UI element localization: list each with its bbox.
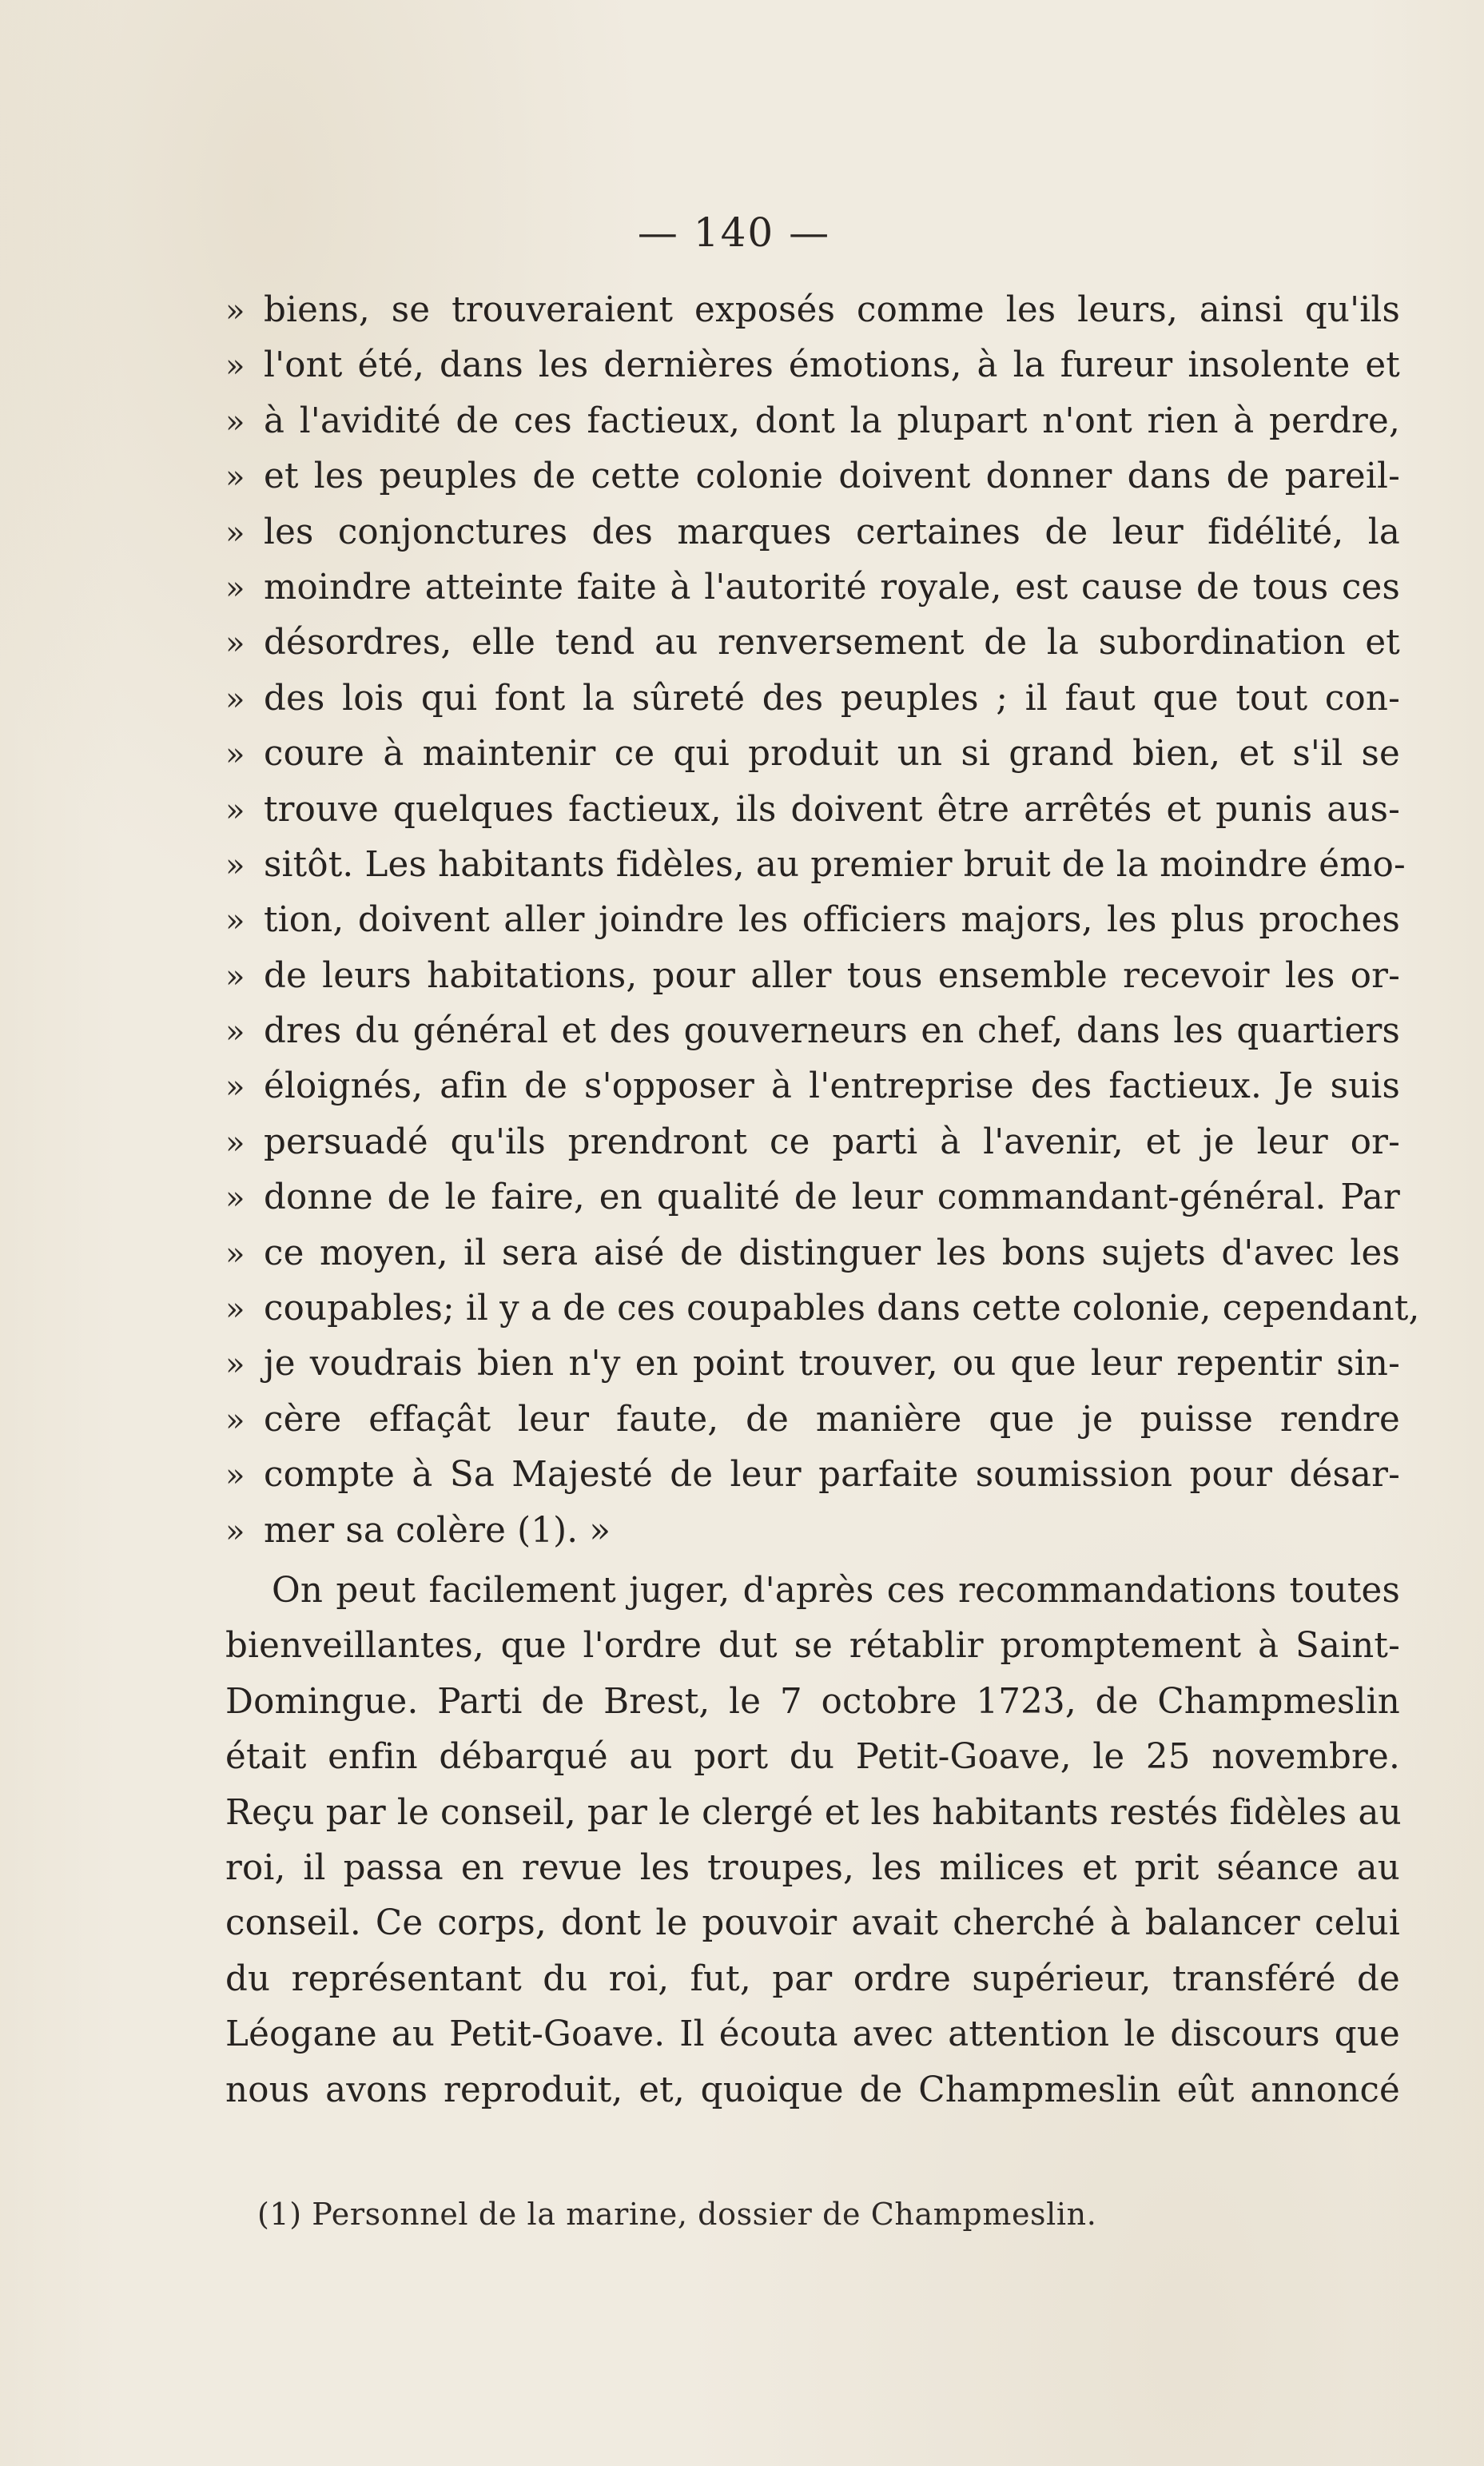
quote-line xyxy=(225,727,1400,782)
footnote: (1) Personnel de la marine, dossier de Champmeslin. xyxy=(257,2197,1097,2232)
quote-line-text: éloignés, afin de s'opposer à l'entreprise des factieux. Je suis xyxy=(264,1066,1400,1107)
quote-line-text: l'ont été, dans les dernières émotions, à la fureur insolente et xyxy=(264,345,1400,386)
quote-mark: » xyxy=(225,1235,245,1273)
quote-line xyxy=(225,1504,1400,1559)
quote-mark: » xyxy=(225,791,245,829)
quote-line-text: et les peuples de cette colonie doivent donner dans de pareil- xyxy=(264,456,1400,497)
quote-mark: » xyxy=(225,569,245,607)
quote-mark: » xyxy=(225,348,245,385)
quote-line xyxy=(225,1170,1400,1225)
quote-line-text: moindre atteinte faite à l'autorité royale, est cause de tous ces xyxy=(264,567,1400,608)
quote-mark: » xyxy=(225,1180,245,1217)
quote-mark: » xyxy=(225,1401,245,1439)
quote-line xyxy=(225,560,1400,616)
quote-mark: » xyxy=(225,736,245,774)
quote-mark: » xyxy=(225,847,245,884)
quote-mark: » xyxy=(225,1069,245,1106)
quote-mark: » xyxy=(225,514,245,552)
body-line: nous avons reproduit, et, quoique de Champmeslin eût annoncé xyxy=(225,2070,1400,2110)
quote-line xyxy=(225,1281,1420,1337)
quote-line xyxy=(225,338,1400,393)
quote-line-text: désordres, elle tend au renversement de la subordination et xyxy=(264,623,1400,663)
quote-line xyxy=(225,449,1400,504)
body-line: était enfin débarqué au port du Petit-Goave, le 25 novembre. xyxy=(225,1737,1400,1778)
quote-line-text: tion, doivent aller joindre les officiers majors, les plus proches xyxy=(264,900,1400,941)
quote-line-text: persuadé qu'ils prendront ce parti à l'avenir, et je leur or- xyxy=(264,1121,1400,1162)
quote-line-text: mer sa colère (1). » xyxy=(264,1510,611,1551)
body-line: roi, il passa en revue les troupes, les milices et prit séance au xyxy=(225,1847,1400,1888)
quote-mark: » xyxy=(225,625,245,663)
quote-line xyxy=(225,1392,1400,1448)
body-line: On peut facilement juger, d'après ces recommandations toutes xyxy=(272,1571,1400,1611)
page-number: — 140 — xyxy=(637,209,831,256)
body-line: Domingue. Parti de Brest, le 7 octobre 1723, de Champmeslin xyxy=(225,1681,1400,1722)
body-line: Reçu par le conseil, par le clergé et les habitants restés fidèles au xyxy=(225,1792,1402,1833)
quote-mark: » xyxy=(225,958,245,995)
quote-mark: » xyxy=(225,1346,245,1384)
body-line: du représentant du roi, fut, par ordre supérieur, transféré de xyxy=(225,1958,1400,1999)
quote-line xyxy=(225,505,1400,560)
quote-mark: » xyxy=(225,1014,245,1051)
quote-line-text: dres du général et des gouverneurs en chef, dans les quartiers xyxy=(264,1011,1400,1052)
quote-line xyxy=(225,893,1400,948)
quote-line xyxy=(225,949,1400,1004)
quote-line xyxy=(225,1115,1400,1170)
quote-mark: » xyxy=(225,1457,245,1495)
body-line: Léogane au Petit-Goave. Il écouta avec attention le discours que xyxy=(225,2014,1400,2055)
quote-line-text: cère effaçât leur faute, de manière que je puisse rendre xyxy=(264,1399,1400,1440)
quote-line-text: coure à maintenir ce qui produit un si grand bien, et s'il se xyxy=(264,734,1400,775)
quote-line-text: de leurs habitations, pour aller tous ensemble recevoir les or- xyxy=(264,955,1400,996)
quote-line xyxy=(225,1448,1400,1503)
quote-line xyxy=(225,1337,1400,1392)
quote-mark: » xyxy=(225,1124,245,1161)
quote-mark: » xyxy=(225,403,245,440)
body-paragraph xyxy=(225,1564,1400,2118)
quote-line xyxy=(225,1226,1400,1281)
quote-line-text: ce moyen, il sera aisé de distinguer les bons sujets d'avec les xyxy=(264,1233,1400,1273)
quote-line xyxy=(225,1004,1400,1059)
body-line: bienveillantes, que l'ordre dut se rétablir promptement à Saint- xyxy=(225,1626,1400,1667)
quotation-block xyxy=(225,283,1420,1559)
quote-line-text: biens, se trouveraient exposés comme les leurs, ainsi qu'ils xyxy=(264,290,1400,330)
quote-line-text: compte à Sa Majesté de leur parfaite soumission pour désar- xyxy=(264,1455,1400,1496)
quote-line-text: donne de le faire, en qualité de leur commandant-général. Par xyxy=(264,1177,1400,1218)
quote-mark: » xyxy=(225,902,245,940)
quote-line-text: à l'avidité de ces factieux, dont la plupart n'ont rien à perdre, xyxy=(264,400,1400,441)
body-line: conseil. Ce corps, dont le pouvoir avait cherché à balancer celui xyxy=(225,1903,1400,1944)
quote-line-text: sitôt. Les habitants fidèles, au premier bruit de la moindre émo- xyxy=(264,844,1406,885)
quote-mark: » xyxy=(225,680,245,718)
quote-line xyxy=(225,394,1400,449)
quote-line xyxy=(225,783,1400,838)
quote-mark: » xyxy=(225,1512,245,1550)
quote-line-text: les conjonctures des marques certaines de leur fidélité, la xyxy=(264,512,1400,552)
quote-line xyxy=(225,616,1400,671)
quote-line xyxy=(225,1059,1400,1114)
quote-line-text: trouve quelques factieux, ils doivent être arrêtés et punis aus- xyxy=(264,789,1400,830)
quote-line-text: coupables; il y a de ces coupables dans cette colonie, cependant, xyxy=(264,1289,1420,1329)
quote-line xyxy=(225,283,1400,338)
quote-line xyxy=(225,838,1406,893)
quote-line-text: je voudrais bien n'y en point trouver, ou que leur repentir sin- xyxy=(264,1344,1400,1384)
quote-line xyxy=(225,671,1400,727)
quote-mark: » xyxy=(225,459,245,496)
quote-line-text: des lois qui font la sûreté des peuples ; il faut que tout con- xyxy=(264,678,1400,719)
quote-mark: » xyxy=(225,293,245,329)
quote-mark: » xyxy=(225,1291,245,1329)
